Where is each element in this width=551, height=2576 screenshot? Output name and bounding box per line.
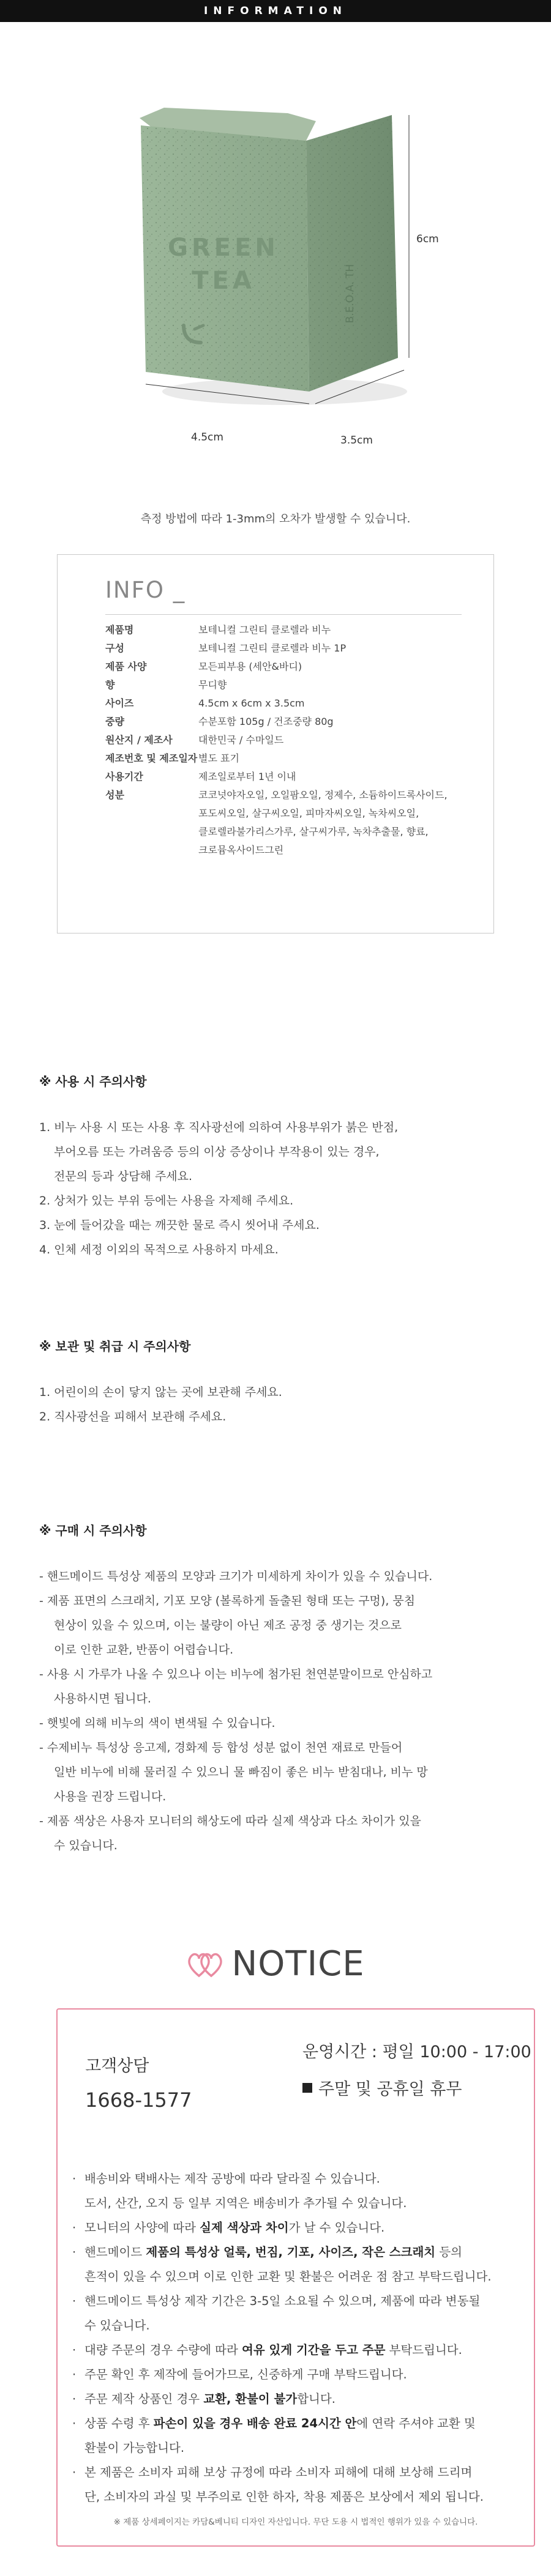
- copyright-footnote: ※ 제품 상세페이지는 카담&베니티 디자인 자산입니다. 무단 도용 시 법적인 행위가 있을 수 있습니다.: [113, 2517, 478, 2527]
- info-key: [105, 841, 198, 859]
- list-item: - 제품 표면의 스크래치, 기포 모양 (볼록하게 돌출된 형태 또는 구멍), 뭉침: [39, 1594, 416, 1608]
- list-item: - 제품 색상은 사용자 모니터의 해상도에 따라 실제 색상과 다소 차이가 있을: [39, 1814, 421, 1828]
- list-item: · 주문 확인 후 제작에 들어가므로, 신중하게 구매 부탁드립니다.: [72, 2367, 407, 2381]
- list-item: 2. 상처가 있는 부위 등에는 사용을 자제해 주세요.: [39, 1194, 294, 1208]
- customer-service: [85, 2052, 192, 2112]
- divider: [105, 614, 462, 615]
- list-item: 사용하시면 됩니다.: [54, 1692, 151, 1706]
- list-item: 일반 비누에 비해 물러질 수 있으니 물 빠짐이 좋은 비누 받침대나, 비누 망: [54, 1765, 428, 1779]
- storage-section: [39, 1337, 517, 1429]
- list-item: 현상이 있을 수 있으며, 이는 불량이 아닌 제조 공정 중 생기는 것으로: [54, 1619, 402, 1632]
- info-value: 크로뮴옥사이드그린: [198, 844, 284, 856]
- info-key: 향: [105, 679, 115, 691]
- info-row: [105, 786, 493, 804]
- info-value: 코코넛야자오일, 오일팜오일, 정제수, 소듐하이드록사이드,: [198, 789, 448, 801]
- hours-text: 운영시간 : 평일 10:00 - 17:00: [302, 2043, 531, 2062]
- information-header: [0, 0, 551, 22]
- list-item: - 수제비누 특성상 응고제, 경화제 등 합성 성분 없이 천연 재료로 만들어: [39, 1741, 403, 1754]
- soap-side-text: B.E.O.A. TH: [344, 264, 356, 324]
- notice-header: [0, 1944, 551, 1984]
- product-image: [0, 49, 551, 477]
- list-item-cont: 환불이 가능합니다.: [84, 2441, 185, 2455]
- list-item: 수 있습니다.: [54, 1839, 118, 1852]
- info-row: [105, 749, 493, 768]
- list-item: 1. 비누 사용 시 또는 사용 후 직사광선에 의하여 사용부위가 붉은 반점,: [39, 1121, 399, 1134]
- info-table: [105, 621, 493, 859]
- info-value: 제조일로부터 1년 이내: [198, 771, 296, 782]
- info-value: 보테니컬 그린티 클로렐라 비누 1P: [198, 642, 347, 654]
- closed-text: [302, 2076, 531, 2099]
- info-key: 성분: [105, 789, 124, 801]
- section-title: ※ 보관 및 취급 시 주의사항: [39, 1339, 191, 1354]
- list-item: 3. 눈에 들어갔을 때는 깨끗한 물로 즉시 씻어내 주세요.: [39, 1219, 320, 1232]
- purchase-list: [39, 1564, 517, 1858]
- info-value: 4.5cm x 6cm x 3.5cm: [198, 697, 305, 709]
- double-heart-icon: [186, 1950, 224, 1978]
- info-row: [105, 694, 493, 713]
- info-row: [105, 639, 493, 658]
- info-key: 사용기간: [105, 771, 143, 782]
- info-key: 원산지 / 제조사: [105, 734, 173, 746]
- info-title: INFO _: [105, 577, 186, 603]
- list-item: - 사용 시 가루가 나올 수 있으나 이는 비누에 첨가된 천연분말이므로 안심하고: [39, 1668, 433, 1681]
- list-item-cont: 도서, 산간, 오지 등 일부 지역은 배송비가 추가될 수 있습니다.: [84, 2196, 407, 2210]
- list-item: · 상품 수령 후 파손이 있을 경우 배송 완료 24시간 안에 연락 주셔야 교환 및: [72, 2416, 476, 2430]
- list-item: - 핸드메이드 특성상 제품의 모양과 크기가 미세하게 차이가 있을 수 있습니다.: [39, 1570, 433, 1583]
- info-value: 별도 표기: [198, 752, 239, 764]
- cs-label: 고객상담: [85, 2057, 149, 2076]
- measure-note: 측정 방법에 따라 1-3mm의 오차가 발생할 수 있습니다.: [140, 513, 411, 525]
- info-row: [105, 841, 493, 859]
- info-box: [57, 554, 494, 934]
- storage-list: [39, 1380, 517, 1429]
- closed-label: 주말 및 공휴일 휴무: [318, 2080, 462, 2099]
- embossed-tea: TEA: [192, 267, 255, 295]
- notice-list: [72, 2167, 525, 2509]
- info-row: [105, 823, 493, 841]
- info-key: [105, 823, 198, 841]
- cs-phone: 1668-1577: [85, 2088, 192, 2112]
- list-item: 전문의 등과 상담해 주세요.: [54, 1170, 193, 1183]
- info-value: 수분포함 105g / 건조중량 80g: [198, 716, 334, 727]
- info-key: 사이즈: [105, 697, 134, 709]
- info-key: 중량: [105, 716, 124, 727]
- operating-hours: [302, 2038, 531, 2099]
- info-row: [105, 713, 493, 731]
- info-row: [105, 676, 493, 694]
- list-item: · 대량 주문의 경우 수량에 따라 여유 있게 기간을 두고 주문 부탁드립니다.: [72, 2343, 462, 2357]
- list-item: 이로 인한 교환, 반품이 어렵습니다.: [54, 1643, 234, 1657]
- section-title: ※ 구매 시 주의사항: [39, 1523, 147, 1538]
- list-item: · 모니터의 사양에 따라 실제 색상과 차이가 날 수 있습니다.: [72, 2221, 385, 2235]
- list-item: 4. 인체 세정 이외의 목적으로 사용하지 마세요.: [39, 1243, 279, 1256]
- width-label: 4.5cm: [191, 431, 223, 444]
- list-item-cont: 단, 소비자의 과실 및 부주의로 인한 하자, 착용 제품은 보상에서 제외 됩니다.: [84, 2490, 484, 2504]
- depth-label: 3.5cm: [340, 434, 373, 447]
- list-item: 2. 직사광선을 피해서 보관해 주세요.: [39, 1410, 227, 1423]
- info-row: [105, 731, 493, 749]
- header-title: INFORMATION: [203, 5, 348, 17]
- info-value: 대한민국 / 수마일드: [198, 734, 284, 746]
- info-value: 무디향: [198, 679, 227, 691]
- notice-title: NOTICE: [231, 1944, 365, 1984]
- list-item: · 주문 제작 상품인 경우 교환, 환불이 불가합니다.: [72, 2392, 335, 2406]
- info-value: 클로렐라불가리스가루, 살구씨가루, 녹차추출물, 향료,: [198, 826, 429, 837]
- info-key: 제품 사양: [105, 661, 147, 672]
- info-key: 제품명: [105, 624, 134, 636]
- list-item: · 핸드메이드 특성상 제작 기간은 3-5일 소요될 수 있으며, 제품에 따라 변동될: [72, 2294, 481, 2308]
- list-item: 사용을 권장 드립니다.: [54, 1790, 167, 1803]
- list-item: - 햇빛에 의해 비누의 색이 변색될 수 있습니다.: [39, 1717, 276, 1730]
- list-item: · 본 제품은 소비자 피해 보상 규정에 따라 소비자 피해에 대해 보상해 드리며: [72, 2465, 473, 2479]
- section-title: ※ 사용 시 주의사항: [39, 1074, 147, 1089]
- usage-section: [39, 1072, 517, 1262]
- square-bullet-icon: [302, 2083, 312, 2093]
- info-value: 모든피부용 (세안&바디): [198, 661, 302, 672]
- info-row: [105, 658, 493, 676]
- list-item: · 핸드메이드 제품의 특성상 얼룩, 번짐, 기포, 사이즈, 작은 스크래치 등의: [72, 2245, 462, 2259]
- list-item: · 배송비와 택배사는 제작 공방에 따라 달라질 수 있습니다.: [72, 2172, 380, 2186]
- info-key: [105, 804, 198, 823]
- height-label: 6cm: [416, 233, 439, 245]
- purchase-section: [39, 1521, 517, 1858]
- info-row: [105, 804, 493, 823]
- list-item-cont: 흔적이 있을 수 있으며 이로 인한 교환 및 환불은 어려운 점 참고 부탁드립니다.: [84, 2270, 492, 2284]
- usage-list: [39, 1115, 517, 1262]
- info-key: 구성: [105, 642, 124, 654]
- list-item-cont: 수 있습니다.: [84, 2318, 150, 2333]
- info-row: [105, 768, 493, 786]
- notice-box: [56, 2008, 535, 2547]
- info-key: 제조번호 및 제조일자: [105, 752, 198, 764]
- info-value: 포도씨오일, 살구씨오일, 피마자씨오일, 녹차씨오일,: [198, 807, 419, 819]
- list-item: 부어오름 또는 가려움증 등의 이상 증상이나 부작용이 있는 경우,: [54, 1145, 380, 1159]
- embossed-green: GREEN: [168, 234, 279, 262]
- info-row: [105, 621, 493, 639]
- list-item: 1. 어린이의 손이 닿지 않는 곳에 보관해 주세요.: [39, 1386, 282, 1399]
- info-value: 보테니컬 그린티 클로렐라 비누: [198, 624, 331, 636]
